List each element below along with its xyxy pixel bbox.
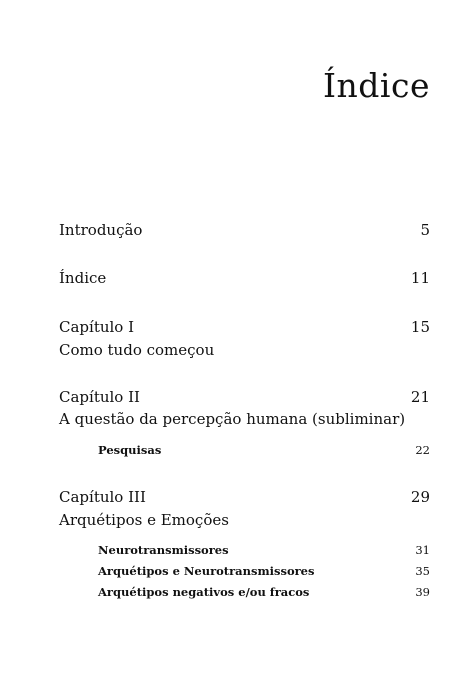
toc-entry-label: Capítulo I bbox=[59, 318, 135, 336]
toc-chapter-subtitle: Como tudo começou bbox=[59, 341, 215, 359]
toc-section-label: Arquétipos e Neurotransmissores bbox=[98, 564, 315, 578]
toc-page-number: 21 bbox=[410, 388, 430, 406]
toc-entry-label: Introdução bbox=[59, 221, 143, 239]
page-title: Índice bbox=[323, 66, 430, 105]
toc-page-number: 15 bbox=[410, 318, 430, 336]
toc-entry-label: Capítulo II bbox=[59, 388, 140, 406]
toc-page-number: 39 bbox=[415, 585, 430, 599]
toc-page-number: 31 bbox=[415, 543, 430, 557]
toc-page-number: 22 bbox=[415, 443, 430, 457]
toc-entry-label: Índice bbox=[59, 269, 107, 287]
toc-chapter-subtitle: Arquétipos e Emoções bbox=[59, 511, 229, 529]
toc-page-number: 5 bbox=[420, 221, 430, 239]
toc-entry-label: Capítulo III bbox=[59, 488, 146, 506]
toc-section-label: Arquétipos negativos e/ou fracos bbox=[98, 585, 310, 599]
toc-chapter-subtitle: A questão da percepção humana (subliminar) bbox=[59, 410, 406, 428]
toc-page-number: 35 bbox=[415, 564, 430, 578]
toc-section-label: Neurotransmissores bbox=[98, 543, 229, 557]
toc-page-number: 11 bbox=[410, 269, 430, 287]
toc-page-number: 29 bbox=[410, 488, 430, 506]
toc-section-label: Pesquisas bbox=[98, 443, 162, 457]
